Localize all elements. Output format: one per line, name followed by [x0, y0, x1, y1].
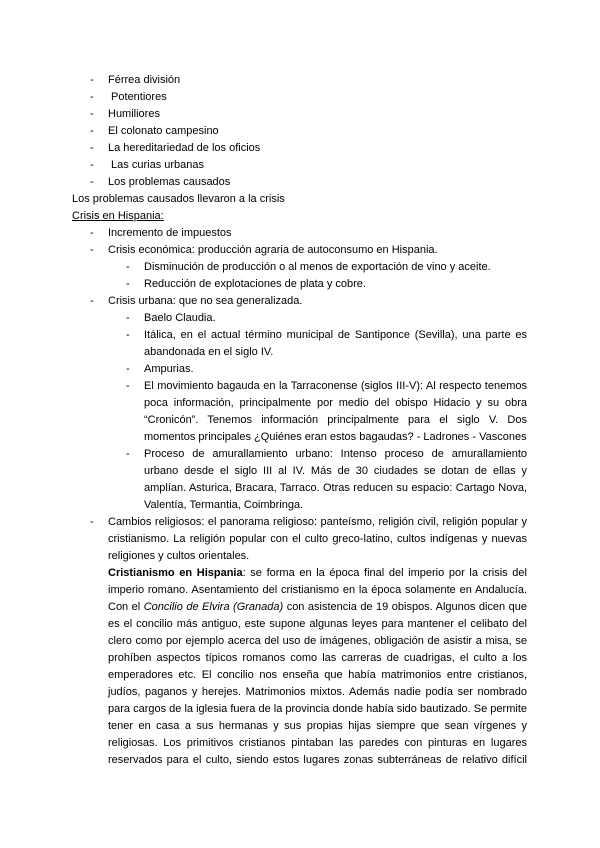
paragraph-line: tener en casa a sus hermanas y sus propias hijas siempre que sean vírgenes y — [108, 720, 527, 732]
sublist-dash: - — [126, 380, 130, 392]
list-item-line: Cambios religiosos: el panorama religioso: panteísmo, religión civil, religión popular y — [108, 516, 527, 528]
paragraph-line: imperio romano. Asentamiento del cristianismo en la época solamente en Andalucía. — [108, 584, 527, 596]
paragraph-line — [108, 565, 527, 581]
list-dash: - — [90, 244, 94, 256]
paragraph-line: es el concilio más antiguo, este supone algunas leyes para mantener el celibato del — [108, 618, 527, 630]
list-item: Crisis económica: producción agraria de autoconsumo en Hispania. — [108, 244, 438, 256]
list-item: La hereditariedad de los oficios — [108, 142, 261, 154]
sublist-item-line: momentos principales ¿Quiénes eran estos bagaudas? - Ladrones - Vascones — [144, 431, 527, 443]
sublist-item-line: Proceso de amurallamiento urbano: Intenso proceso de amurallamiento — [144, 448, 527, 460]
italic-term: Concilio de Elvira (Granada) — [143, 601, 284, 613]
list-item: Las curias urbanas — [108, 159, 204, 171]
list-item: El colonato campesino — [108, 125, 219, 137]
sublist-dash: - — [126, 329, 130, 341]
list-dash: - — [90, 125, 94, 137]
text-run: : se forma en la época final del imperio por la crisis del — [242, 567, 527, 579]
paragraph-line: clero como por ejemplo acerca del uso de imágenes, obligación de asistir a misa, se — [108, 635, 527, 647]
list-item-line: religiones y cultos orientales. — [108, 550, 250, 562]
list-item: Crisis urbana: que no sea generalizada. — [108, 295, 303, 307]
sublist-dash: - — [126, 363, 130, 375]
sublist-dash: - — [126, 312, 130, 324]
list-item: Los problemas causados — [108, 176, 231, 188]
list-item: Humiliores — [108, 108, 160, 120]
sublist-item-line: Itálica, en el actual término municipal de Santiponce (Sevilla), una parte es — [144, 329, 527, 341]
list-dash: - — [90, 295, 94, 307]
text-run: con asistencia de 19 obispos. Algunos dicen que — [283, 601, 527, 613]
paragraph-line: para cargos de la iglesia fuera de la provincia donde había sido bautizado. Se permite — [108, 703, 527, 715]
paragraph-line: emperadores etc. El concilio nos enseña que había matrimonios entre cristianos, — [108, 669, 527, 681]
bold-term: Cristianismo en Hispania — [108, 567, 243, 579]
list-dash: - — [90, 74, 94, 86]
sublist-item: Baelo Claudia. — [144, 312, 216, 324]
list-dash: - — [90, 108, 94, 120]
paragraph-line: prohíben aspectos típicos romanos como las carreras de cuadrigas, el culto a los — [108, 652, 527, 664]
list-dash: - — [90, 142, 94, 154]
paragraph: Los problemas causados llevaron a la crisis — [72, 193, 285, 205]
sublist-item: Ampurias. — [144, 363, 194, 375]
paragraph-line: religiosas. Los primitivos cristianos pintaban las paredes con pinturas en lugares — [108, 737, 527, 749]
list-item: Férrea división — [108, 74, 181, 86]
sublist-item-line: Valentía, Termantia, Coimbringa. — [144, 499, 304, 511]
sublist-dash: - — [126, 448, 130, 460]
sublist-dash: - — [126, 261, 130, 273]
sublist-item-line: “Cronicón”. Tenemos información principalmente para el siglo V. Dos — [144, 414, 527, 426]
list-item-line: cristianismo. La religión popular con el culto greco-latino, cultos indígenas y nuevas — [108, 533, 527, 545]
sublist-item: Reducción de explotaciones de plata y cobre. — [144, 278, 366, 290]
sublist-item-line: El movimiento bagauda en la Tarraconense (siglos III-V): Al respecto tenemos — [144, 380, 527, 392]
sublist-item: Disminución de producción o al menos de exportación de vino y aceite. — [144, 261, 491, 273]
list-dash: - — [90, 227, 94, 239]
list-item: Potentiores — [108, 91, 167, 103]
sublist-item-line: poca información, principalmente por medio del obispo Hidacio y su obra — [144, 397, 527, 409]
list-dash: - — [90, 176, 94, 188]
text-run: Con el — [108, 601, 144, 613]
list-dash: - — [90, 159, 94, 171]
sublist-item-line: urbano desde el siglo III al IV. Más de 30 ciudades se dotan de ellas y — [144, 465, 527, 477]
list-item: Incremento de impuestos — [108, 227, 232, 239]
sublist-item-line: abandonada en el siglo IV. — [144, 346, 274, 358]
paragraph-line — [108, 599, 527, 615]
list-dash: - — [90, 91, 94, 103]
list-dash: - — [90, 516, 94, 528]
paragraph-line: reservados para el culto, siendo estos lugares zonas subterráneas de relativo difícil — [108, 754, 527, 766]
sublist-item-line: amplían. Asturica, Bracara, Tarraco. Otras reducen su espacio: Cartago Nova, — [144, 482, 527, 494]
sublist-dash: - — [126, 278, 130, 290]
paragraph-line: judíos, paganos y herejes. Matrimonios mixtos. Además nadie podía ser nombrado — [108, 686, 527, 698]
section-heading: Crisis en Hispania: — [72, 210, 164, 222]
